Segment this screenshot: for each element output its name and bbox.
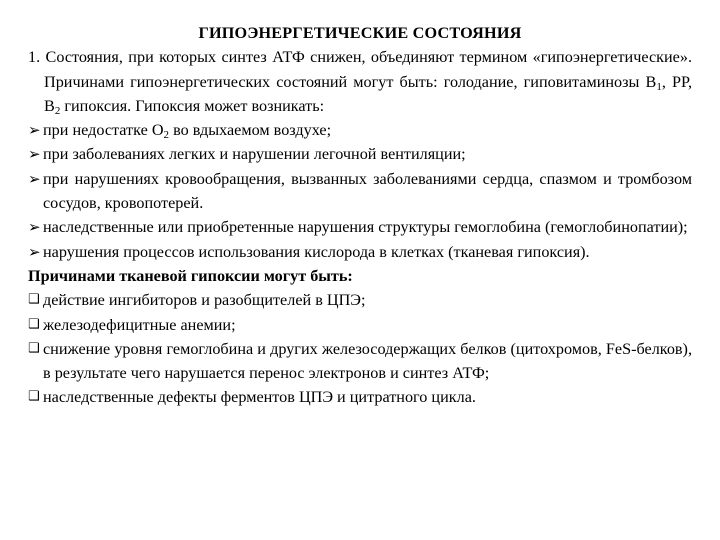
- list-item: [28, 337, 692, 386]
- arrow-bullet-icon: ➢: [28, 121, 41, 140]
- arrow-list: [28, 118, 692, 264]
- square-list: [28, 288, 692, 409]
- intro-sub-2: 2: [54, 104, 61, 117]
- list-item: [28, 167, 692, 216]
- list-item-text-tail: во вдыхаемом воздухе;: [169, 121, 332, 140]
- list-item-sub: 2: [163, 129, 170, 142]
- arrow-bullet-icon: ➢: [28, 242, 41, 261]
- arrow-bullet-icon: ➢: [28, 145, 41, 164]
- intro-text-1: Состояния, при которых синтез АТФ снижен, объединяют термином «гипоэнергетические». Причинами гипоэнергетических состояний могут быть: голодание, гиповитаминозы В: [44, 48, 692, 91]
- list-item-text: при недостатке О: [43, 121, 164, 140]
- square-bullet-icon: ❑: [28, 340, 40, 356]
- list-item: [28, 215, 692, 239]
- list-item: [28, 240, 692, 264]
- square-bullet-icon: ❑: [28, 389, 40, 405]
- list-item-text: снижение уровня гемоглобина и других железосодержащих белков (цитохромов, FeS-белков), в результате чего нарушается перенос электронов и синтез АТФ;: [43, 339, 692, 383]
- arrow-bullet-icon: ➢: [28, 218, 41, 237]
- subheading: Причинами тканевой гипоксии могут быть:: [28, 266, 353, 285]
- arrow-bullet-icon: ➢: [28, 169, 41, 188]
- intro-number: 1.: [28, 48, 41, 67]
- list-item-text: наследственные или приобретенные нарушения структуры гемоглобина (гемоглобинопатии);: [43, 218, 688, 237]
- list-item: [28, 313, 692, 337]
- list-item: [28, 385, 692, 409]
- intro-paragraph: [28, 45, 692, 118]
- intro-sub-1: 1: [656, 80, 662, 93]
- page-title: ГИПОЭНЕРГЕТИЧЕСКИЕ СОСТОЯНИЯ: [198, 24, 522, 42]
- list-item-text: наследственные дефекты ферментов ЦПЭ и цитратного цикла.: [43, 388, 476, 407]
- list-item-text: железодефицитные анемии;: [43, 315, 236, 334]
- list-item: [28, 288, 692, 312]
- list-item-text: при заболеваниях легких и нарушении легочной вентиляции;: [43, 145, 466, 164]
- list-item: [28, 142, 692, 166]
- intro-text-2: , РР, В: [44, 72, 692, 115]
- intro-text-3: гипоксия. Гипоксия может возникать:: [60, 96, 325, 115]
- list-item-text: при нарушениях кровообращения, вызванных заболеваниями сердца, спазмом и тромбозом сосудов, кровопотерей.: [43, 169, 692, 213]
- square-bullet-icon: ❑: [28, 292, 40, 308]
- list-item-text: действие ингибиторов и разобщителей в ЦПЭ;: [43, 291, 366, 310]
- square-bullet-icon: ❑: [28, 316, 40, 332]
- list-item-text: нарушения процессов использования кислорода в клетках (тканевая гипоксия).: [43, 242, 590, 261]
- list-item: [28, 118, 692, 142]
